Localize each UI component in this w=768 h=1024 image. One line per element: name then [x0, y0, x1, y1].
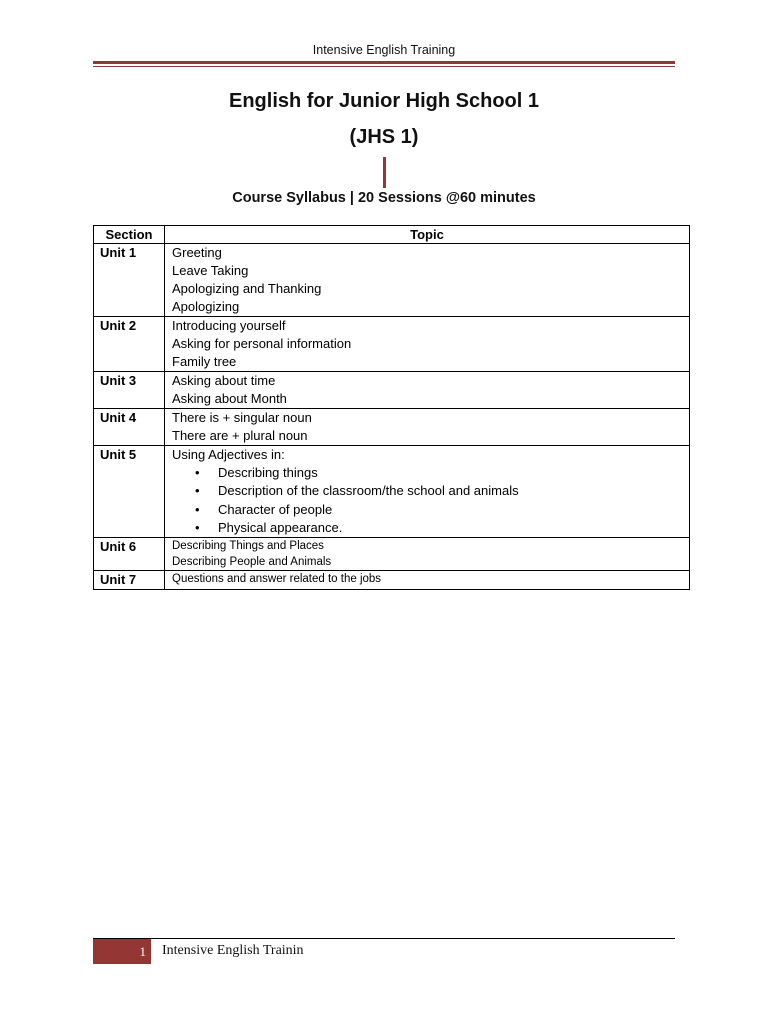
topic-cell: [165, 446, 690, 538]
bullet-item: [172, 501, 683, 519]
section-cell: Unit 6: [94, 538, 165, 571]
topic-item: Asking for personal information: [172, 336, 352, 351]
topic-cell: [165, 244, 690, 317]
table-row: [94, 409, 690, 446]
document-title-line2: (JHS 1): [349, 126, 419, 148]
section-cell: Unit 4: [94, 409, 165, 446]
bullet-text: Physical appearance.: [218, 519, 343, 535]
bullet-item: [172, 482, 683, 500]
header-text: Intensive English Training: [312, 43, 456, 57]
syllabus-table: [93, 225, 690, 590]
accent-divider: [383, 157, 386, 188]
table-row: [94, 538, 690, 571]
table-row: [94, 317, 690, 372]
section-cell: Unit 1: [94, 244, 165, 317]
table-row: [94, 372, 690, 409]
topic-item: Leave Taking: [172, 263, 249, 278]
footer-rule: [93, 938, 675, 939]
document-subtitle: Course Syllabus | 20 Sessions @60 minutes: [232, 190, 536, 206]
page-number: 1: [139, 944, 146, 959]
section-cell: Unit 5: [94, 446, 165, 538]
bullet-text: Character of people: [218, 501, 333, 517]
bullet-icon: •: [195, 519, 200, 535]
topic-item: Family tree: [172, 354, 237, 369]
bullet-icon: •: [195, 465, 200, 480]
topic-item: Apologizing and Thanking: [172, 281, 322, 296]
topic-item: Asking about time: [172, 373, 276, 388]
topic-item: There is + singular noun: [172, 410, 312, 425]
table-row: [94, 571, 690, 590]
topic-cell: [165, 538, 690, 571]
topic-item: Using Adjectives in:: [172, 447, 285, 462]
section-cell: Unit 2: [94, 317, 165, 372]
topic-item: Greeting: [172, 245, 222, 260]
topic-item: Questions and answer related to the jobs: [172, 573, 382, 586]
header-rule-thick: [93, 61, 675, 64]
topic-item: Asking about Month: [172, 391, 287, 406]
topic-item: Introducing yourself: [172, 318, 286, 333]
topic-item: Describing Things and Places: [172, 540, 324, 553]
bullet-item: [172, 464, 683, 482]
header-rule-thin: [93, 66, 675, 67]
column-header-topic: Topic: [165, 226, 690, 244]
bullet-list: [172, 464, 683, 537]
topic-cell: [165, 317, 690, 372]
table-row: [94, 244, 690, 317]
bullet-item: [172, 519, 683, 537]
topic-item: Apologizing: [172, 299, 240, 314]
bullet-icon: •: [195, 483, 200, 499]
footer-text: Intensive English Trainin: [162, 943, 304, 958]
topic-cell: [165, 571, 690, 590]
topic-cell: [165, 409, 690, 446]
column-header-section: Section: [94, 226, 165, 244]
topic-item: Describing People and Animals: [172, 556, 332, 569]
document-title-line1: English for Junior High School 1: [228, 90, 539, 112]
table-row: [94, 446, 690, 538]
bullet-text: Describing things: [218, 465, 318, 480]
topic-cell: [165, 372, 690, 409]
section-cell: Unit 7: [94, 571, 165, 590]
bullet-text: Description of the classroom/the school and animals: [218, 483, 519, 499]
table-header-row: [94, 226, 690, 244]
section-cell: Unit 3: [94, 372, 165, 409]
topic-item: There are + plural noun: [172, 428, 308, 443]
bullet-icon: •: [195, 501, 200, 517]
